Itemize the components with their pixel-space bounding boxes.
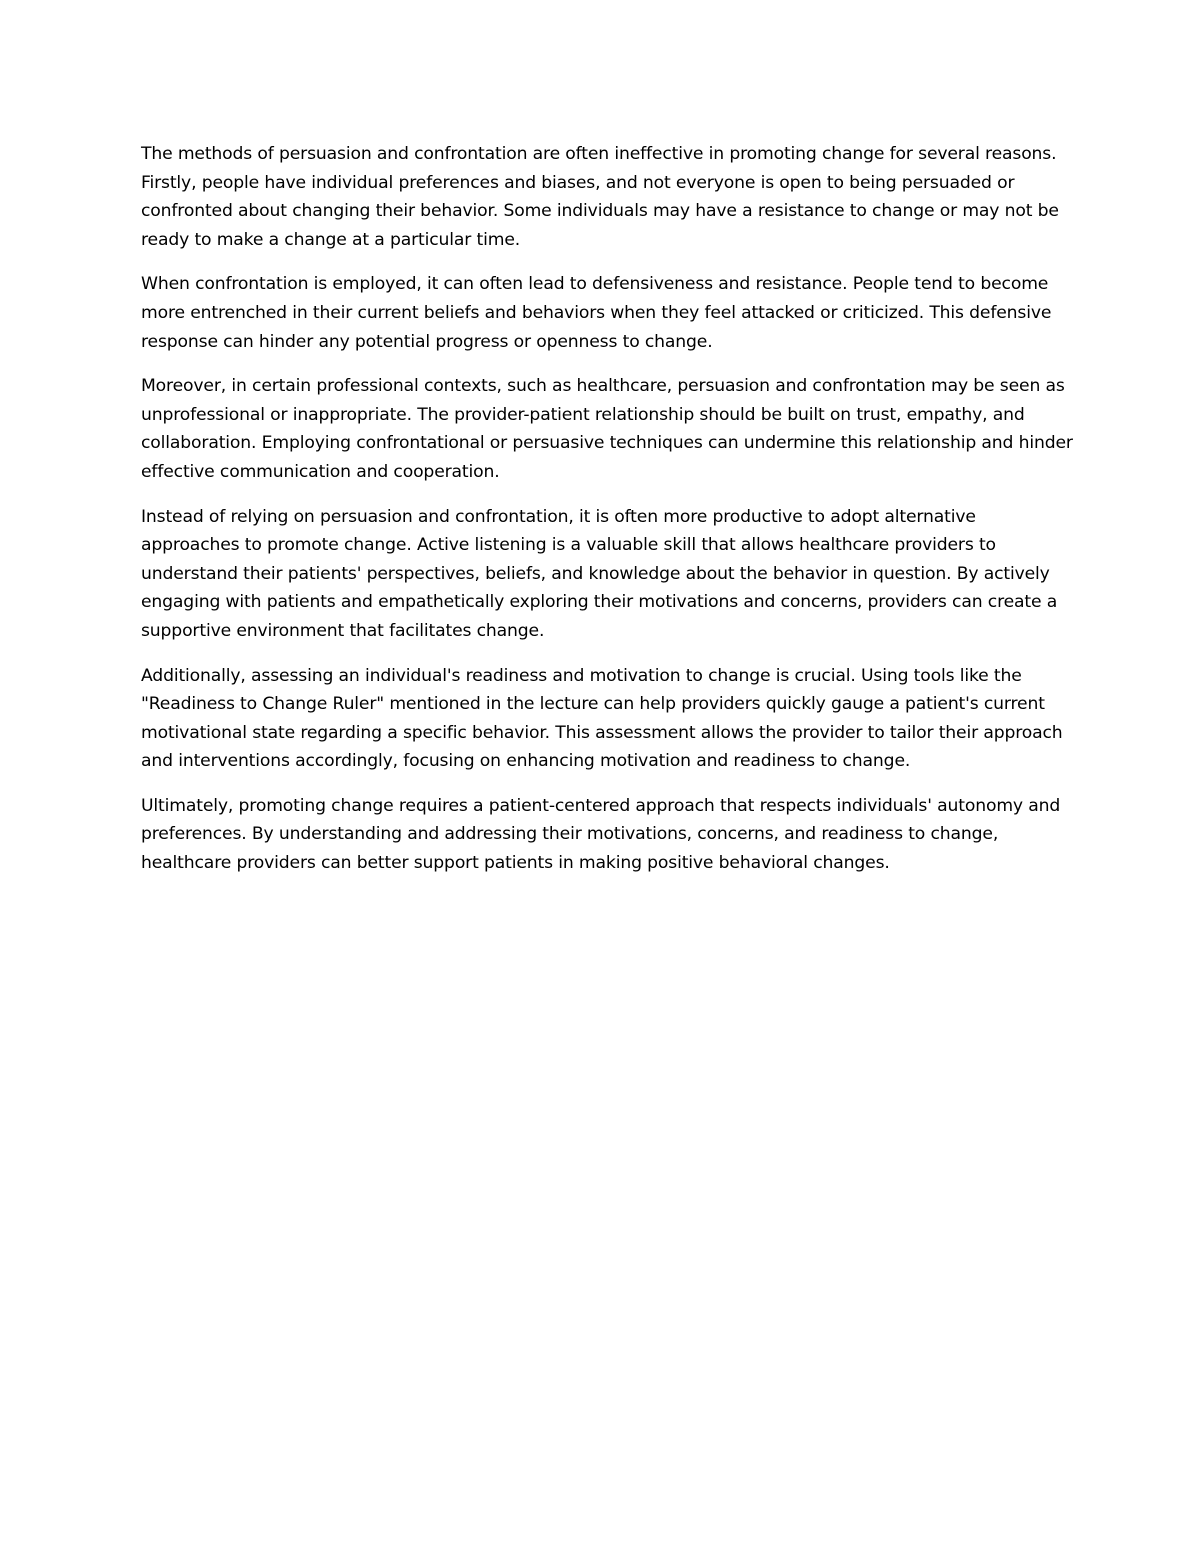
paragraph-5: Additionally, assessing an individual's readiness and motivation to change is crucial. Using tools like the "Readiness to Change Ruler" mentioned in the lecture can help providers quickly gauge a patient's current motivational state regarding a specific behavior. This assessment allows the provider to tailor their approach and interventions accordingly, focusing on enhancing motivation and readiness to change. — [141, 665, 1063, 772]
paragraph-6: Ultimately, promoting change requires a patient-centered approach that respects individuals' autonomy and preferences. By understanding and addressing their motivations, concerns, and readiness to change, healthcare providers can better support patients in making positive behavioral changes. — [141, 795, 1061, 874]
document-body — [141, 140, 1076, 894]
paragraph-1: The methods of persuasion and confrontation are often ineffective in promoting change for several reasons. Firstly, people have individual preferences and biases, and not everyone is open to being persuaded or confronted about changing their behavior. Some individuals may have a resistance to change or may not be ready to make a change at a particular time. — [141, 144, 1059, 250]
paragraph-2: When confrontation is employed, it can often lead to defensiveness and resistance. People tend to become more entrenched in their current beliefs and behaviors when they feel attacked or criticized. This defensive response can hinder any potential progress or openness to change. — [141, 274, 1052, 352]
paragraph-3: Moreover, in certain professional contexts, such as healthcare, persuasion and confrontation may be seen as unprofessional or inappropriate. The provider-patient relationship should be built on trust, empathy, and collaboration. Employing confrontational or persuasive techniques can undermine this relationship and hinder effective communication and cooperation. — [141, 376, 1073, 482]
paragraph-4: Instead of relying on persuasion and confrontation, it is often more productive to adopt alternative approaches to promote change. Active listening is a valuable skill that allows healthcare providers to understand their patients' perspectives, beliefs, and knowledge about the behavior in question. By actively engaging with patients and empathetically exploring their motivations and concerns, providers can create a supportive environment that facilitates change. — [141, 506, 1058, 641]
